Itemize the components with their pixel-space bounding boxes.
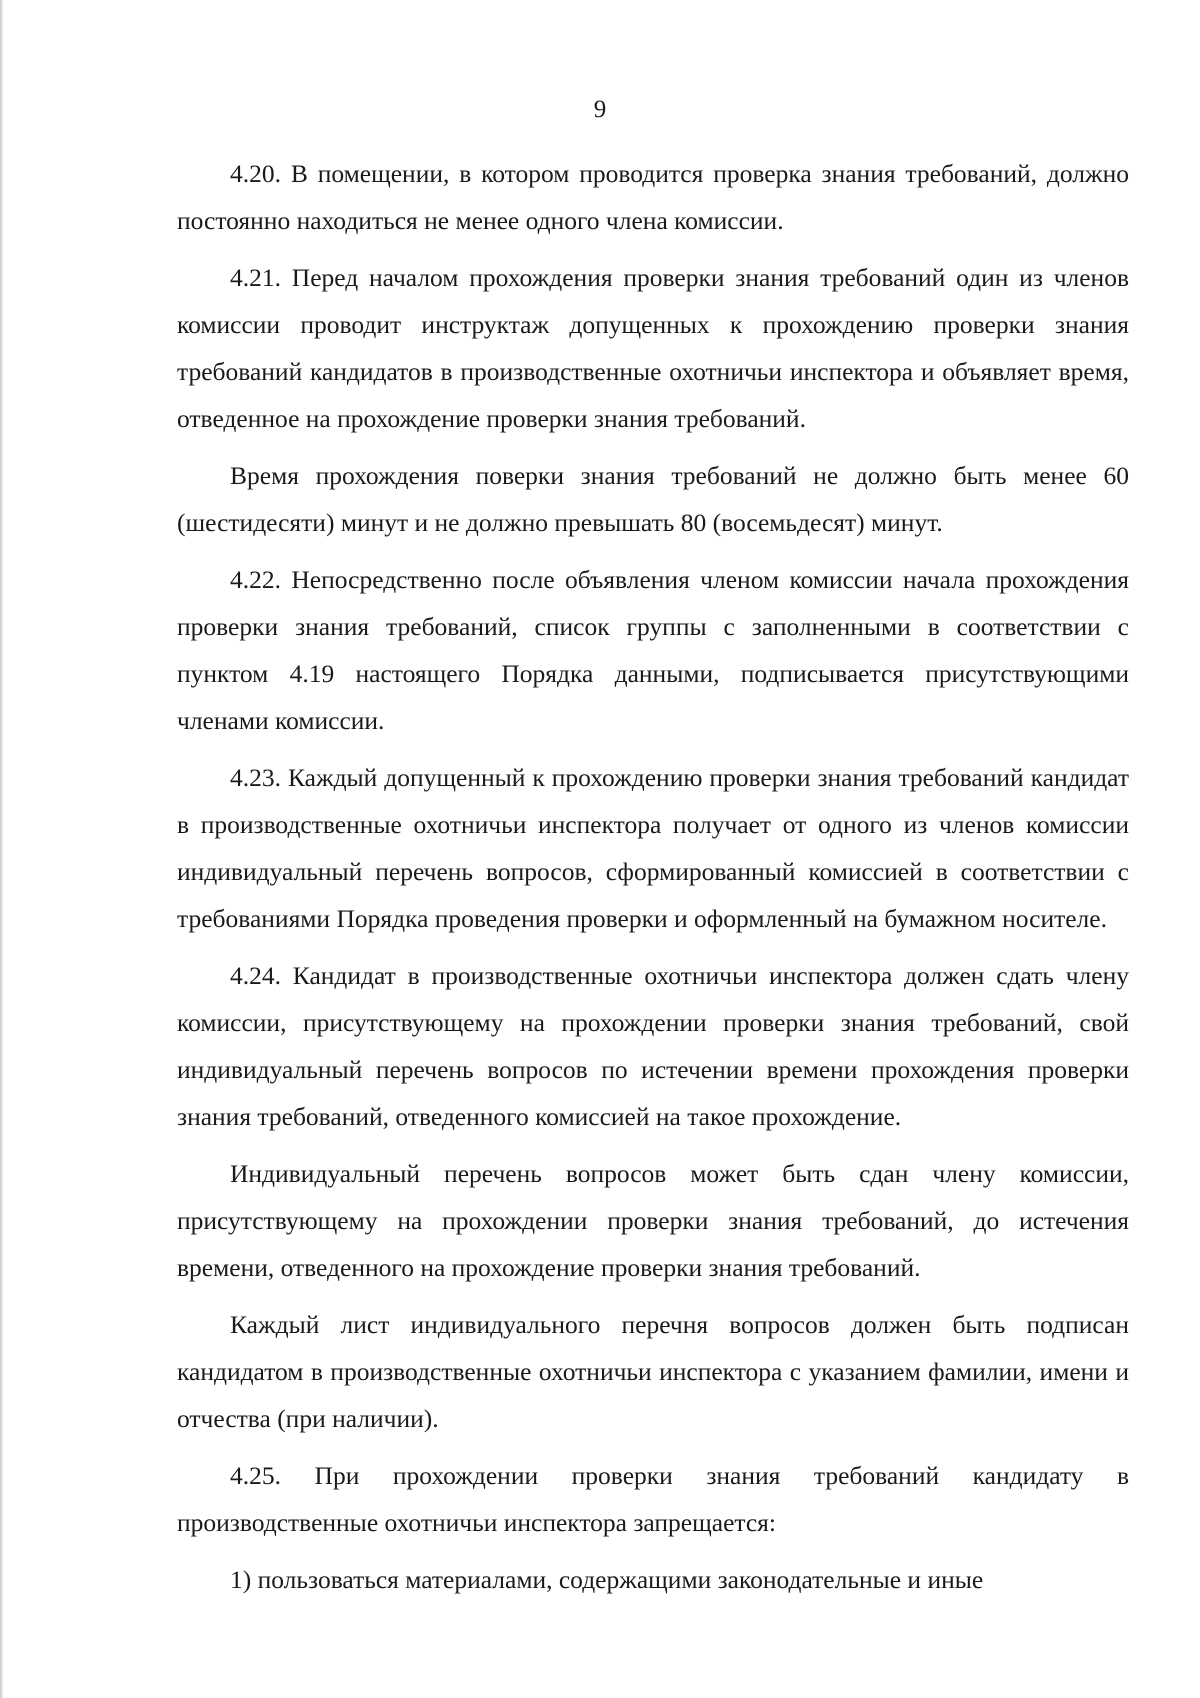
paragraph-4-20: 4.20. В помещении, в котором проводится проверка знания требований, должно постоянно находиться не менее одного члена комиссии. [177, 159, 1129, 235]
paragraph-4-23: 4.23. Каждый допущенный к прохождению проверки знания требований кандидат в производственные охотничьи инспектора получает от одного из членов комиссии индивидуальный перечень вопросов, сформированный комиссией в соответствии с требованиями Порядка проведения проверки и оформленный на бумажном носителе. [177, 763, 1129, 933]
paragraph-time-limit: Время прохождения поверки знания требований не должно быть менее 60 (шестидесяти) минут и не должно превышать 80 (восемьдесят) минут. [177, 461, 1129, 537]
paragraph-prohibition-1: 1) пользоваться материалами, содержащими законодательные и иные [230, 1565, 984, 1594]
paragraph-4-24: 4.24. Кандидат в производственные охотничьи инспектора должен сдать члену комиссии, присутствующему на прохождении проверки знания требований, свой индивидуальный перечень вопросов по истечении времени прохождения проверки знания требований, отведенного комиссией на такое прохождение. [177, 961, 1129, 1131]
document-body [177, 150, 1129, 1613]
scan-edge-shadow [0, 0, 3, 1698]
paragraph-4-22: 4.22. Непосредственно после объявления членом комиссии начала прохождения проверки знания требований, список группы с заполненными в соответствии с пунктом 4.19 настоящего Порядка данными, подписывается присутствующими членами комиссии. [177, 565, 1129, 735]
paragraph-signature-requirement: Каждый лист индивидуального перечня вопросов должен быть подписан кандидатом в производственные охотничьи инспектора с указанием фамилии, имени и отчества (при наличии). [177, 1310, 1129, 1433]
paragraph-4-25: 4.25. При прохождении проверки знания требований кандидату в производственные охотничьи инспектора запрещается: [177, 1461, 1129, 1537]
paragraph-early-submission: Индивидуальный перечень вопросов может быть сдан члену комиссии, присутствующему на прохождении проверки знания требований, до истечения времени, отведенного на прохождение проверки знания требований. [177, 1159, 1129, 1282]
page-number: 9 [593, 96, 607, 123]
paragraph-4-21: 4.21. Перед началом прохождения проверки знания требований один из членов комиссии проводит инструктаж допущенных к прохождению проверки знания требований кандидатов в производственные охотничьи инспектора и объявляет время, отведенное на прохождение проверки знания требований. [177, 263, 1129, 433]
